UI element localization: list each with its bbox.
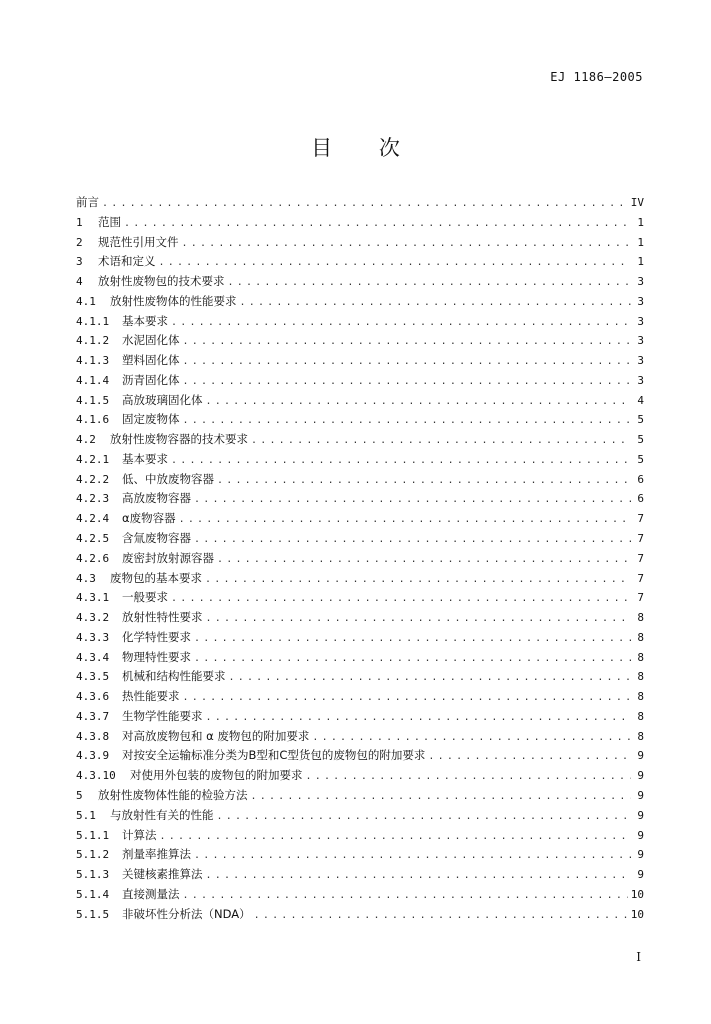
- toc-entry[interactable]: [76, 806, 644, 826]
- toc-entry-number: 4.1.5: [76, 393, 110, 407]
- toc-entry-title: 关键核素推算法: [122, 867, 203, 882]
- toc-entry[interactable]: [76, 272, 644, 292]
- toc-entry[interactable]: [76, 193, 644, 213]
- toc-entry-number: 4.3.1: [76, 591, 110, 605]
- dot-leader: [194, 649, 631, 669]
- toc-entry-title: 放射性废物容器的技术要求: [110, 432, 248, 447]
- toc-entry[interactable]: [76, 707, 644, 727]
- toc-entry-number: 5.1: [76, 808, 96, 822]
- toc-entry-page: 3: [637, 373, 644, 387]
- toc-entry[interactable]: [76, 470, 644, 490]
- toc-entry-number: 4.3.2: [76, 611, 110, 625]
- toc-entry-title: 高放废物容器: [122, 491, 191, 506]
- dot-leader: [312, 728, 631, 748]
- toc-entry-number: 4.2.2: [76, 472, 110, 486]
- toc-entry-page: 9: [637, 788, 644, 802]
- toc-entry[interactable]: [76, 410, 644, 430]
- toc-entry-title: 基本要求: [122, 451, 168, 466]
- dot-leader: [240, 293, 632, 313]
- toc-entry-page: 8: [637, 709, 644, 723]
- toc-entry-title: 物理特性要求: [122, 649, 191, 664]
- dot-leader: [194, 846, 631, 866]
- dot-leader: [182, 234, 632, 254]
- toc-entry-number: 4: [76, 275, 83, 289]
- dot-leader: [254, 906, 628, 926]
- dot-leader: [194, 490, 631, 510]
- toc-entry-title: 废密封放射源容器: [122, 550, 214, 565]
- toc-entry-page: 7: [637, 532, 644, 546]
- toc-entry-title: 直接测量法: [122, 886, 180, 901]
- dot-leader: [183, 372, 632, 392]
- toc-entry[interactable]: [76, 213, 644, 233]
- toc-entry-page: 6: [637, 472, 644, 486]
- dot-leader: [251, 787, 632, 807]
- toc-entry-page: 10: [630, 887, 644, 901]
- toc-entry-page: 9: [637, 749, 644, 763]
- toc-entry[interactable]: [76, 648, 644, 668]
- toc-entry-number: 4.3.9: [76, 749, 110, 763]
- toc-entry-number: 1: [76, 215, 83, 229]
- toc-entry[interactable]: [76, 312, 644, 332]
- toc-entry-number: 4.3.10: [76, 769, 116, 783]
- dot-leader: [206, 609, 632, 629]
- toc-entry[interactable]: [76, 628, 644, 648]
- toc-entry-page: 8: [637, 630, 644, 644]
- dot-leader: [179, 510, 631, 530]
- dot-leader: [306, 767, 632, 787]
- dot-leader: [183, 411, 632, 431]
- dot-leader: [171, 313, 631, 333]
- toc-entry-page: 3: [637, 314, 644, 328]
- toc-entry-number: 4.3.4: [76, 650, 110, 664]
- toc-entry-title: 剂量率推算法: [122, 847, 191, 862]
- dot-leader: [183, 886, 628, 906]
- toc-entry-page: 8: [637, 729, 644, 743]
- toc-entry-number: 3: [76, 255, 83, 269]
- toc-entry-number: 4.1: [76, 294, 96, 308]
- toc-entry-title: 水泥固化体: [122, 333, 180, 348]
- toc-entry-number: 4.1.3: [76, 354, 110, 368]
- toc-entry-number: 2: [76, 235, 83, 249]
- dot-leader: [160, 827, 632, 847]
- toc-entry-title: 对按安全运输标准分类为B型和C型货包的废物包的附加要求: [122, 748, 426, 763]
- toc-entry-page: 4: [637, 393, 644, 407]
- toc-entry[interactable]: [76, 727, 644, 747]
- toc-entry[interactable]: [76, 430, 644, 450]
- toc-entry-title: 化学特性要求: [122, 629, 191, 644]
- toc-entry[interactable]: [76, 865, 644, 885]
- toc-entry-title: 范围: [98, 214, 121, 229]
- toc-entry-page: 10: [630, 907, 644, 921]
- toc-entry-title: 术语和定义: [98, 254, 156, 269]
- toc-entry-page: 5: [637, 452, 644, 466]
- toc-entry-title: 前言: [76, 195, 99, 209]
- dot-leader: [183, 332, 632, 352]
- dot-leader: [206, 866, 632, 886]
- toc-entry-title: 生物学性能要求: [122, 708, 203, 723]
- page-title: 目 次: [311, 136, 420, 160]
- toc-entry-page: 3: [637, 334, 644, 348]
- toc-entry-page: 9: [637, 848, 644, 862]
- toc-entry-number: 4.3: [76, 571, 96, 585]
- dot-leader: [102, 194, 628, 214]
- toc-entry[interactable]: [76, 608, 644, 628]
- toc-entry[interactable]: [76, 667, 644, 687]
- dot-leader: [206, 708, 632, 728]
- toc-entry[interactable]: [76, 331, 644, 351]
- toc-entry-title: 热性能要求: [122, 689, 180, 704]
- toc-entry[interactable]: [76, 588, 644, 608]
- toc-entry-page: 3: [637, 354, 644, 368]
- toc-entry-title: 放射性特性要求: [122, 610, 203, 625]
- toc-entry-page: 7: [637, 551, 644, 565]
- toc-entry-number: 5.1.2: [76, 848, 110, 862]
- toc-entry-number: 4.3.3: [76, 630, 110, 644]
- toc-entry-title: 与放射性有关的性能: [110, 807, 214, 822]
- dot-leader: [183, 352, 632, 372]
- toc-entry[interactable]: [76, 509, 644, 529]
- toc-entry-title: α废物容器: [122, 511, 176, 526]
- toc-entry-number: 4.3.7: [76, 709, 110, 723]
- toc-entry-page: 1: [637, 235, 644, 249]
- toc-entry-page: 3: [637, 275, 644, 289]
- toc-entry-number: 5.1.1: [76, 828, 110, 842]
- toc-entry-page: 7: [637, 571, 644, 585]
- toc-entry[interactable]: [76, 371, 644, 391]
- toc-entry-page: 5: [637, 433, 644, 447]
- toc-entry[interactable]: [76, 766, 644, 786]
- toc-entry-page: 3: [637, 294, 644, 308]
- toc-entry-page: 6: [637, 492, 644, 506]
- toc-entry[interactable]: [76, 845, 644, 865]
- toc-entry-number: 4.2: [76, 433, 96, 447]
- dot-leader: [229, 668, 632, 688]
- toc-entry-number: 5.1.3: [76, 868, 110, 882]
- toc-entry-page: 8: [637, 650, 644, 664]
- dot-leader: [159, 253, 632, 273]
- toc-entry-title: 机械和结构性能要求: [122, 669, 226, 684]
- toc-entry-title: 高放玻璃固化体: [122, 392, 203, 407]
- toc-entry-title: 放射性废物体的性能要求: [110, 293, 237, 308]
- toc-entry[interactable]: [76, 687, 644, 707]
- toc-entry-title: 非破坏性分析法（NDA）: [122, 906, 251, 921]
- toc-entry[interactable]: [76, 549, 644, 569]
- toc-entry-page: 9: [637, 808, 644, 822]
- toc-entry-page: 8: [637, 611, 644, 625]
- toc-entry-title: 对使用外包装的废物包的附加要求: [130, 768, 303, 783]
- toc-entry-number: 4.1.4: [76, 373, 110, 387]
- toc-entry-title: 计算法: [122, 827, 157, 842]
- dot-leader: [217, 550, 631, 570]
- dot-leader: [206, 392, 632, 412]
- toc-entry[interactable]: [76, 489, 644, 509]
- toc-entry[interactable]: [76, 826, 644, 846]
- toc-entry-title: 含氚废物容器: [122, 531, 191, 546]
- toc-entry-title: 低、中放废物容器: [122, 471, 214, 486]
- toc-entry-title: 废物包的基本要求: [110, 570, 202, 585]
- toc-entry-number: 4.3.6: [76, 690, 110, 704]
- toc-entry-number: 4.2.1: [76, 452, 110, 466]
- toc-entry-title: 沥青固化体: [122, 372, 180, 387]
- dot-leader: [217, 471, 631, 491]
- toc-entry-number: 4.2.6: [76, 551, 110, 565]
- toc-entry-title: 一般要求: [122, 590, 168, 605]
- toc-entry-page: 9: [637, 868, 644, 882]
- toc-entry-number: 4.3.8: [76, 729, 110, 743]
- toc-entry[interactable]: [76, 529, 644, 549]
- toc-entry-title: 对高放废物包和 α 废物包的附加要求: [122, 728, 310, 743]
- toc-entry-title: 固定废物体: [122, 412, 180, 427]
- toc-entry-number: 4.1.2: [76, 334, 110, 348]
- toc-entry[interactable]: [76, 905, 644, 925]
- toc-entry[interactable]: [76, 391, 644, 411]
- toc-entry-page: 7: [637, 512, 644, 526]
- toc-entry-number: 4.2.4: [76, 512, 110, 526]
- toc-entry-page: 7: [637, 591, 644, 605]
- dot-leader: [183, 688, 632, 708]
- toc-entry-page: 1: [637, 255, 644, 269]
- toc-entry[interactable]: [76, 450, 644, 470]
- toc-entry[interactable]: [76, 292, 644, 312]
- toc-entry[interactable]: [76, 233, 644, 253]
- toc-entry-page: 9: [637, 828, 644, 842]
- toc-entry-page: 5: [637, 413, 644, 427]
- toc-entry[interactable]: [76, 786, 644, 806]
- toc-entry-number: 4.2.5: [76, 532, 110, 546]
- dot-leader: [217, 807, 632, 827]
- toc-entry-number: 5.1.4: [76, 887, 110, 901]
- page-number: I: [636, 950, 641, 964]
- toc-entry-title: 塑料固化体: [122, 353, 180, 368]
- toc-entry[interactable]: [76, 569, 644, 589]
- toc-entry[interactable]: [76, 351, 644, 371]
- dot-leader: [171, 451, 631, 471]
- table-of-contents: [76, 193, 644, 924]
- toc-entry-page: IV: [630, 196, 644, 209]
- toc-entry-page: 8: [637, 670, 644, 684]
- toc-entry[interactable]: [76, 885, 644, 905]
- dot-leader: [194, 530, 631, 550]
- toc-entry-number: 4.3.5: [76, 670, 110, 684]
- toc-entry-number: 4.1.1: [76, 314, 110, 328]
- dot-leader: [251, 431, 631, 451]
- toc-entry[interactable]: [76, 252, 644, 272]
- toc-entry-title: 基本要求: [122, 313, 168, 328]
- toc-entry-title: 规范性引用文件: [98, 234, 179, 249]
- dot-leader: [205, 570, 631, 590]
- toc-entry-page: 8: [637, 690, 644, 704]
- toc-entry-number: 4.1.6: [76, 413, 110, 427]
- dot-leader: [124, 214, 631, 234]
- dot-leader: [194, 629, 631, 649]
- dot-leader: [228, 273, 632, 293]
- toc-entry[interactable]: [76, 746, 644, 766]
- toc-entry-number: 4.2.3: [76, 492, 110, 506]
- document-code: EJ 1186—2005: [550, 70, 643, 84]
- toc-entry-page: 9: [637, 769, 644, 783]
- toc-entry-title: 放射性废物体性能的检验方法: [98, 787, 248, 802]
- toc-entry-title: 放射性废物包的技术要求: [98, 274, 225, 289]
- dot-leader: [428, 747, 631, 767]
- toc-entry-number: 5: [76, 788, 83, 802]
- toc-entry-number: 5.1.5: [76, 907, 110, 921]
- toc-entry-page: 1: [637, 215, 644, 229]
- dot-leader: [171, 589, 631, 609]
